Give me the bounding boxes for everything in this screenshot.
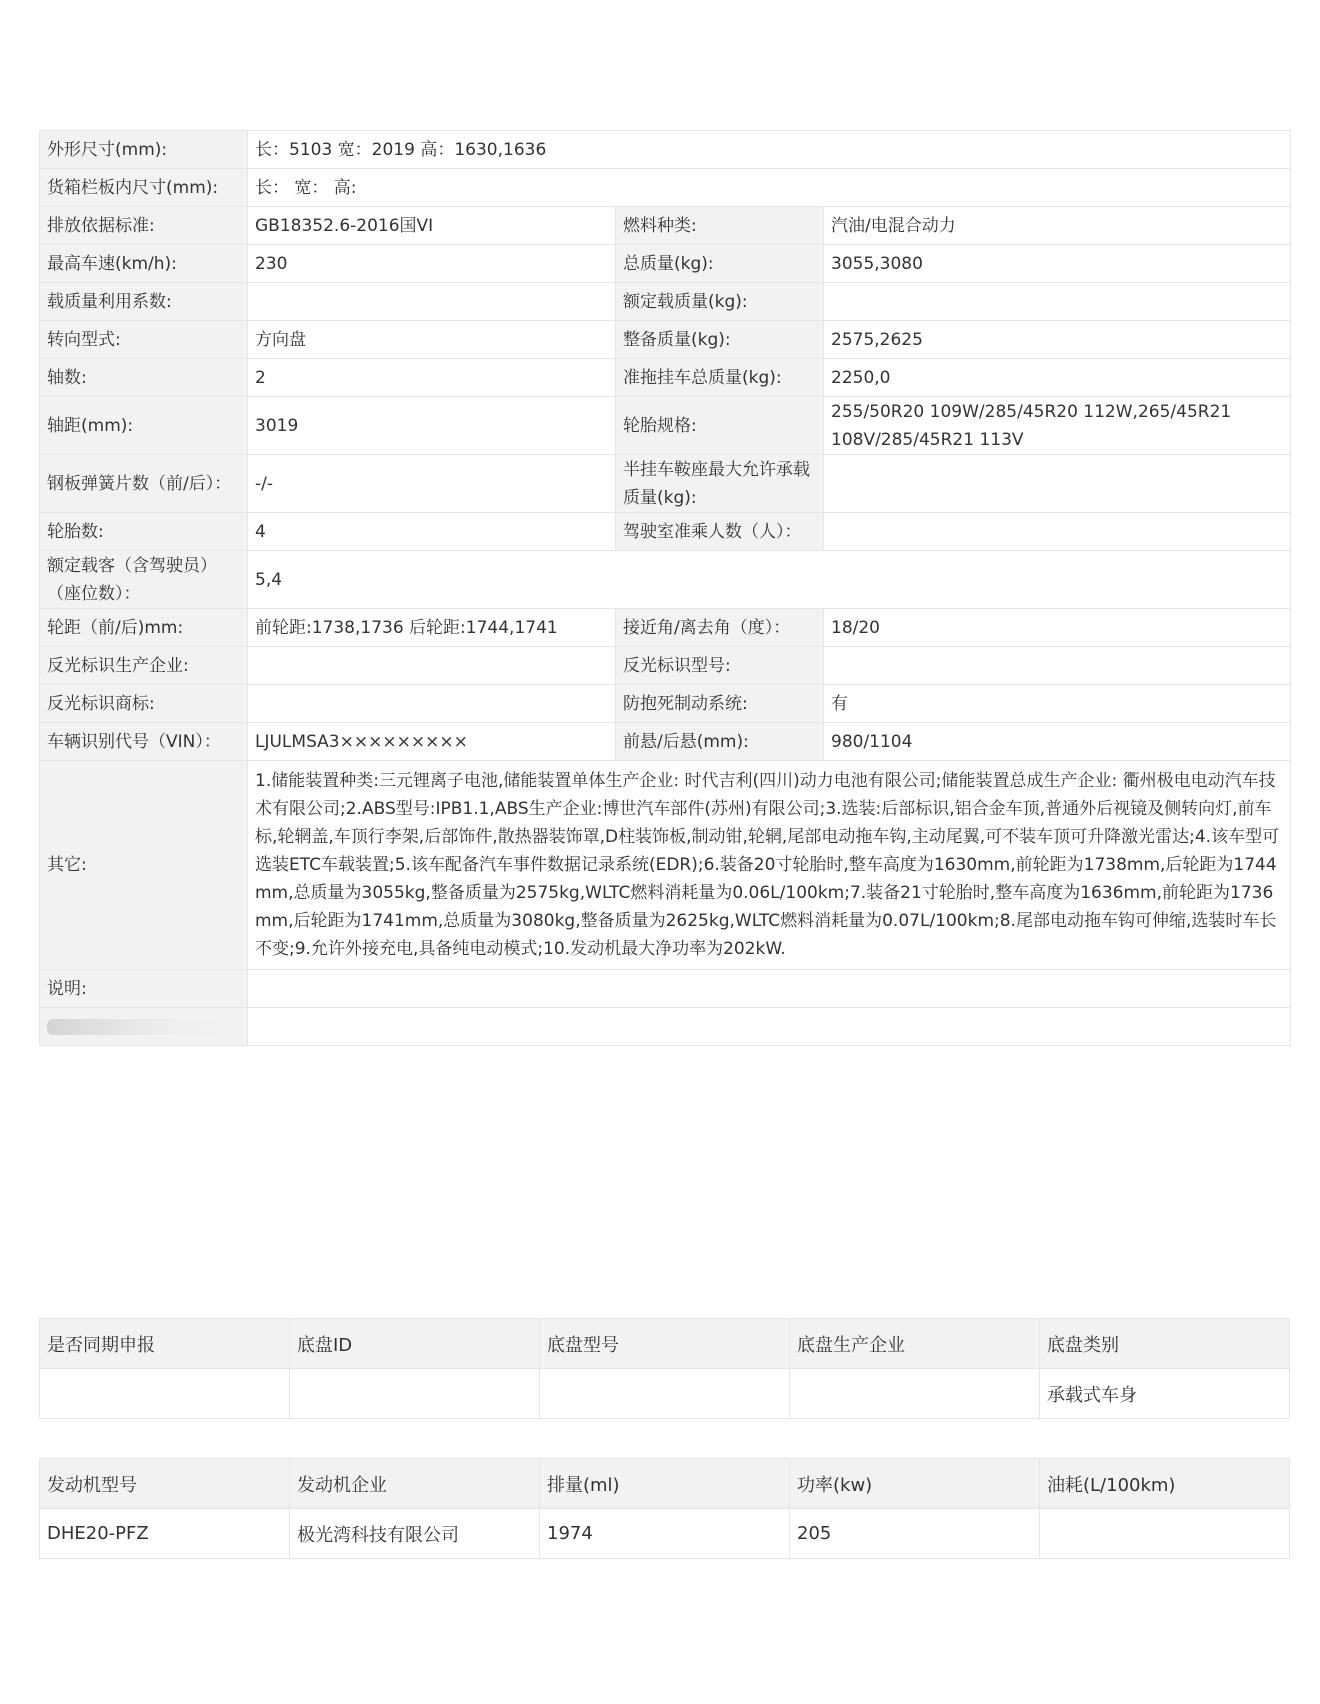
spec-label: 外形尺寸(mm): bbox=[40, 131, 248, 169]
engine-header: 排量(ml) bbox=[540, 1459, 790, 1509]
spec-label: 排放依据标准: bbox=[40, 207, 248, 245]
chassis-header: 是否同期申报 bbox=[40, 1319, 290, 1369]
spec-value bbox=[248, 283, 616, 321]
spec-label: 最高车速(km/h): bbox=[40, 245, 248, 283]
spec-label: 载质量利用系数: bbox=[40, 283, 248, 321]
chassis-cell: 承载式车身 bbox=[1040, 1369, 1290, 1419]
spec-value bbox=[824, 455, 1291, 513]
spec-value: 前轮距:1738,1736 后轮距:1744,1741 bbox=[248, 609, 616, 647]
chassis-header: 底盘生产企业 bbox=[790, 1319, 1040, 1369]
spec-label: 轮胎规格: bbox=[616, 397, 824, 455]
spec-label: 半挂车鞍座最大允许承载质量(kg): bbox=[616, 455, 824, 513]
spec-value bbox=[248, 970, 1291, 1008]
engine-header: 油耗(L/100km) bbox=[1040, 1459, 1290, 1509]
spec-label: 接近角/离去角（度）： bbox=[616, 609, 824, 647]
spec-label: 准拖挂车总质量(kg): bbox=[616, 359, 824, 397]
spec-value: 255/50R20 109W/285/45R20 112W,265/45R21 108V/285/45R21 113V bbox=[824, 397, 1291, 455]
spec-value: 2250,0 bbox=[824, 359, 1291, 397]
chassis-header: 底盘型号 bbox=[540, 1319, 790, 1369]
chassis-header: 底盘类别 bbox=[1040, 1319, 1290, 1369]
spec-value: 2 bbox=[248, 359, 616, 397]
chassis-cell bbox=[790, 1369, 1040, 1419]
spec-value: 长： 宽： 高: bbox=[248, 169, 1291, 207]
spec-value: 3019 bbox=[248, 397, 616, 455]
spec-label: 轮距（前/后)mm: bbox=[40, 609, 248, 647]
engine-table bbox=[39, 1458, 1290, 1559]
spec-value: 长：5103 宽：2019 高：1630,1636 bbox=[248, 131, 1291, 169]
chassis-cell bbox=[40, 1369, 290, 1419]
spec-value: 汽油/电混合动力 bbox=[824, 207, 1291, 245]
spec-label: 反光标识型号: bbox=[616, 647, 824, 685]
spec-value: 3055,3080 bbox=[824, 245, 1291, 283]
spec-label: 说明: bbox=[40, 970, 248, 1008]
spec-label: 反光标识生产企业: bbox=[40, 647, 248, 685]
spec-value: 2575,2625 bbox=[824, 321, 1291, 359]
spec-label: 钢板弹簧片数（前/后）： bbox=[40, 455, 248, 513]
spec-value bbox=[824, 283, 1291, 321]
engine-header: 功率(kw) bbox=[790, 1459, 1040, 1509]
spec-label: 反光标识商标: bbox=[40, 685, 248, 723]
engine-cell: 205 bbox=[790, 1509, 1040, 1559]
engine-cell: DHE20-PFZ bbox=[40, 1509, 290, 1559]
engine-cell: 极光湾科技有限公司 bbox=[290, 1509, 540, 1559]
spec-label: 轴数: bbox=[40, 359, 248, 397]
spec-label: 转向型式: bbox=[40, 321, 248, 359]
spec-value: -/- bbox=[248, 455, 616, 513]
spec-value: 230 bbox=[248, 245, 616, 283]
engine-header: 发动机型号 bbox=[40, 1459, 290, 1509]
spec-label: 额定载质量(kg): bbox=[616, 283, 824, 321]
spec-label: 总质量(kg): bbox=[616, 245, 824, 283]
spec-value bbox=[248, 685, 616, 723]
spec-value bbox=[248, 1008, 1291, 1046]
spec-label: 驾驶室准乘人数（人）： bbox=[616, 513, 824, 551]
spec-value bbox=[248, 647, 616, 685]
spec-value: 18/20 bbox=[824, 609, 1291, 647]
spec-value: GB18352.6-2016国VI bbox=[248, 207, 616, 245]
blurred-label-cell bbox=[40, 1008, 248, 1046]
spec-label: 防抱死制动系统: bbox=[616, 685, 824, 723]
spec-value: 1.储能装置种类:三元锂离子电池,储能装置单体生产企业: 时代吉利(四川)动力电池有限公司;储能装置总成生产企业: 衢州极电电动汽车技术有限公司;2.ABS型号:IPB1.1,ABS生产企业:博世汽车部件(苏州)有限公司;3.选装:后部标识,铝合金车顶,普通外后视镜及侧转向灯,前车标,轮辋盖,车顶行李架,后部饰件,散热器装饰罩,D柱装饰板,制动钳,轮辋,尾部电动拖车钩,主动尾翼,可不装车顶可升降激光雷达;4.该车型可选装ETC车载装置;5.该车配备汽车事件数据记录系统(EDR);6.装备20寸轮胎时,整车高度为1630mm,前轮距为1738mm,后轮距为1744mm,总质量为3055kg,整备质量为2575kg,WLTC燃料消耗量为0.06L/100km;7.装备21寸轮胎时,整车高度为1636mm,前轮距为1736mm,后轮距为1741mm,总质量为3080kg,整备质量为2625kg,WLTC燃料消耗量为0.07L/100km;8.尾部电动拖车钩可伸缩,选装时车长不变;9.允许外接充电,具备纯电动模式;10.发动机最大净功率为202kW. bbox=[248, 761, 1291, 970]
blurred-label bbox=[47, 1019, 237, 1035]
spec-label: 车辆识别代号（VIN）： bbox=[40, 723, 248, 761]
engine-cell: 1974 bbox=[540, 1509, 790, 1559]
spec-label: 轮胎数: bbox=[40, 513, 248, 551]
engine-cell bbox=[1040, 1509, 1290, 1559]
spec-value: 4 bbox=[248, 513, 616, 551]
chassis-cell bbox=[290, 1369, 540, 1419]
spec-value bbox=[824, 513, 1291, 551]
spec-label: 轴距(mm): bbox=[40, 397, 248, 455]
spec-label: 前悬/后悬(mm): bbox=[616, 723, 824, 761]
spec-value: 方向盘 bbox=[248, 321, 616, 359]
spec-label: 额定载客（含驾驶员）（座位数）： bbox=[40, 551, 248, 609]
spec-label: 其它: bbox=[40, 761, 248, 970]
chassis-cell bbox=[540, 1369, 790, 1419]
engine-header: 发动机企业 bbox=[290, 1459, 540, 1509]
chassis-header: 底盘ID bbox=[290, 1319, 540, 1369]
spec-label: 整备质量(kg): bbox=[616, 321, 824, 359]
chassis-table bbox=[39, 1318, 1290, 1419]
spec-label: 货箱栏板内尺寸(mm): bbox=[40, 169, 248, 207]
spec-value: LJULMSA3××××××××× bbox=[248, 723, 616, 761]
spec-value: 5,4 bbox=[248, 551, 1291, 609]
spec-value: 有 bbox=[824, 685, 1291, 723]
vehicle-spec-table bbox=[39, 130, 1291, 1046]
spec-label: 燃料种类: bbox=[616, 207, 824, 245]
spec-value: 980/1104 bbox=[824, 723, 1291, 761]
spec-value bbox=[824, 647, 1291, 685]
